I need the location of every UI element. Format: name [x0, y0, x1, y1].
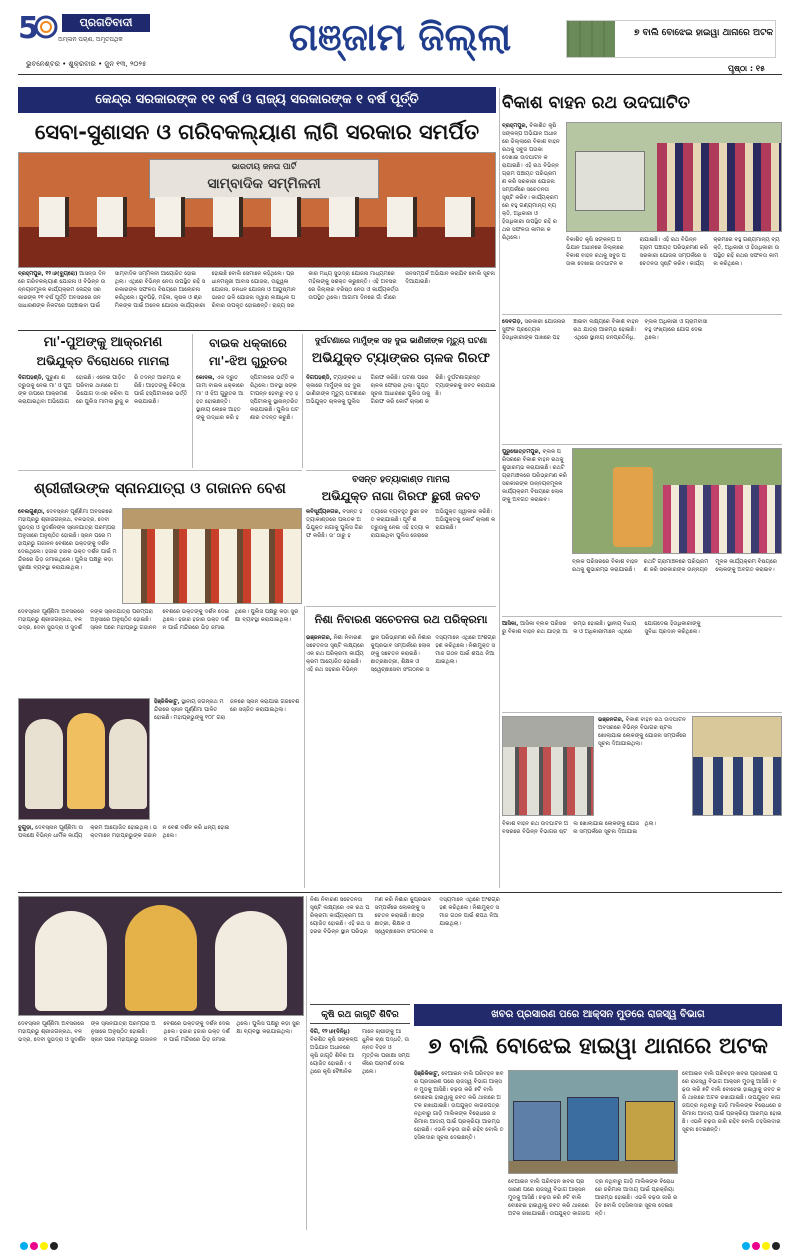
- nisha-dateline: ଭଞ୍ଜନଗର,: [306, 635, 332, 641]
- rath-rule3: [502, 616, 782, 617]
- sand-ground: [509, 1161, 678, 1174]
- snana-dateline2: ହିଞ୍ଜିଳିକାଟୁ,: [154, 699, 180, 705]
- rath-item2: [502, 318, 782, 440]
- temple-photo: [18, 896, 304, 1016]
- rath-text1: [502, 122, 560, 312]
- registration-mark-yellow: [40, 1242, 48, 1250]
- registration-mark-cyan-2: [742, 1242, 750, 1250]
- krushi-dateline: ଦିଗି, ୧୨।୬(ଦିନିଧି): [310, 1029, 350, 1035]
- assault-headline-2: ଅଭିଯୁକ୍ତ ବିରୋଧରେ ମାମଲା: [36, 354, 170, 368]
- registration-mark-black-2: [772, 1242, 780, 1250]
- assault-dateline: ଦିଗପହଣ୍ଡି,: [18, 375, 44, 381]
- rath-body: ବିକାଶିତ କୃଷି ସଙ୍କଳ୍ପ ଅଭିଯାନ ଅଧୀନରେ ଜିଲ୍ଲାରେ ବିକାଶ ବାହନ ରଥକୁ ସବୁଜ ପତାକା ଦେଖାଇ ଉଦଘାଟନ କରାଯାଇଛି। ଏହି ରଥ ବିଭିନ୍ନ ଗ୍ରାମ ପଞ୍ଚାୟତ ପରିଭ୍ରମଣ କରି ସରକାରୀ ଯୋଜନା ସମ୍ପର୍କରେ ସଚେତନତା ସୃଷ୍ଟି କରିବ। କାର୍ଯ୍ୟକ୍ରମରେ ବହୁ ଗଣ୍ୟମାନ୍ୟ ବ୍ୟକ୍ତି, ଅଧିକାରୀ ଓ ହିତାଧିକାରୀ ଉପସ୍ଥିତ ରହି ରଥର ସଫଳତା କାମନା କରିଥିଲେ।: [502, 123, 560, 241]
- rath-photo2-cart: [613, 467, 653, 547]
- masthead-dateline: ଭୁବନେଶ୍ବର • ଶୁକ୍ରବାର • ଜୁନ ୧୩, ୨୦୨୫: [26, 60, 147, 68]
- murder-headline-1: ବସନ୍ତ ହତ୍ୟାକାଣ୍ଡ ମାମଲା: [352, 475, 450, 485]
- rath-item5-body: ବିକାଶ ବାହନ ରଥ ଉଦଘାଟନ ଅବସରରେ ବିଭିନ୍ନ ବିଭାଗର ଷ୍ଟଲ ଖୋଲାଯାଇ ଲୋକଙ୍କୁ ଯୋଜନା ସମ୍ପର୍କରେ ସୂଚନା ଦିଆଯାଇଥିଲା।: [598, 717, 687, 747]
- sand-kicker-box: [414, 1004, 782, 1026]
- truck-3: [625, 1101, 675, 1161]
- truck-2: [567, 1097, 619, 1161]
- sand-photo: [508, 1070, 678, 1174]
- snana-text1: [18, 508, 118, 606]
- rath-item3: [502, 448, 568, 578]
- rath-text2: [566, 236, 782, 310]
- gajanana-text: [154, 698, 302, 820]
- murder-dateline: କବିସୂର୍ଯ୍ୟନଗର,: [306, 509, 341, 515]
- temple-text: [18, 1020, 304, 1230]
- rath-rule4: [502, 712, 782, 713]
- svg-text:5: 5: [18, 11, 39, 42]
- sand-text2: [682, 1070, 782, 1230]
- bottom-rule: [18, 892, 782, 893]
- gajanana-photo: [18, 698, 150, 820]
- lead-photo: [18, 152, 496, 268]
- bike-text: [196, 374, 300, 468]
- photo-people: [39, 197, 479, 237]
- rath-vehicle: [575, 151, 645, 211]
- brand-name: ପ୍ରଗତିବାଦୀ: [79, 16, 133, 29]
- bike-headline-2: ମା'-ଝିଅ ଗୁରୁତର: [208, 354, 288, 368]
- bike-body: ଏକ ଦ୍ରୁତଗାମୀ ବାଇକ ଧକ୍କାରେ ମା' ଓ ଝିଅ ଗୁରୁତର ଆହତ ହୋଇଛନ୍ତି। ସ୍ଥାନୀୟ ଲୋକେ ଆହତଙ୍କୁ ଉଦ୍ଧାର କରି ହସ୍ପିଟାଲରେ ଭର୍ତ୍ତି କରିଥିଲେ। ଅବସ୍ଥା ସଙ୍କଟାପନ୍ନ ହେବାରୁ ବଡ଼ ହସ୍ପିଟାଲକୁ ସ୍ଥାନାନ୍ତରିତ କରାଯାଇଛି। ପୁଲିସ ଘଟଣାର ତଦନ୍ତ କରୁଛି।: [196, 375, 299, 421]
- krushi-text: [310, 1028, 410, 1230]
- rath-item3-body-cont: ବ୍ଲକ ପରିସରରେ ବିକାଶ ବାହନ ରଥକୁ ଶୁଭାରମ୍ଭ କରାଯାଇଛି। ରଥଟି ଗ୍ରାମାଞ୍ଚଳରେ ପରିଭ୍ରମଣ କରି ସରକାରଙ୍କ ଉନ୍ନୟନମୂଳକ କାର୍ଯ୍ୟକ୍ରମ ବିଷୟରେ ଲୋକଙ୍କୁ ଅବଗତ କରାଇବ।: [572, 559, 777, 573]
- temple-deity-3: [215, 911, 287, 1011]
- nisha-vrule: [304, 606, 305, 888]
- murder-body: ବସନ୍ତ ହତ୍ୟାକାଣ୍ଡରେ ପଳାତକ ଅଭିଯୁକ୍ତ ନାଗାକୁ ପୁଲିସ ଗିରଫ କରିଛି। ତା' ଠାରୁ ହତ୍ୟାରେ ବ୍ୟବହୃତ ଛୁରୀ ଜବତ କରାଯାଇଛି। ପୂର୍ବ ଶତ୍ରୁତାକୁ ନେଇ ଏହି ହତ୍ୟା କରାଯାଇଥିବା ପୁଲିସ ଜେରାରେ ଅଭିଯୁକ୍ତ ସ୍ୱୀକାର କରିଛି। ଅଭିଯୁକ୍ତକୁ କୋର୍ଟ ଚାଲାଣ କରାଯାଇଛି।: [306, 509, 496, 539]
- snana-headline: ଶ୍ରୀଜୀଉଙ୍କ ସ୍ନାନଯାତ୍ରା ଓ ଗଜାନନ ବେଶ: [34, 479, 286, 497]
- row2-divider1: [192, 334, 193, 468]
- krushi-vrule: [306, 896, 307, 1230]
- rath-item4-dateline: ଆସିକା,: [502, 621, 519, 627]
- bike-headline-1: ବାଇକ ଧକ୍କାରେ: [209, 336, 287, 350]
- truck-dateline: ଦିଗପହଣ୍ଡି,: [306, 375, 332, 381]
- rath-crowd: [657, 143, 782, 232]
- nisha-body: ନିଶା ନିବାରଣ ସଚେତନତା ସୃଷ୍ଟି ଲକ୍ଷ୍ୟରେ ଏକ ରଥ ପରିକ୍ରମା କାର୍ଯ୍ୟକ୍ରମ ଆୟୋଜିତ ହୋଇଛି। ଏହି ରଥ ସହରର ବିଭିନ୍ନ ସ୍ଥାନ ପରିଭ୍ରମଣ କରି ନିଶାର କୁପ୍ରଭାବ ସମ୍ପର୍କରେ ଲୋକଙ୍କୁ ସଚେତନ କରାଇଛି। ଛାତ୍ରଛାତ୍ରୀ, ଶିକ୍ଷକ ଓ ସ୍ୱେଚ୍ଛାସେବୀ ସଂଗଠନର ସଦସ୍ୟମାନେ ଏଥିରେ ଅଂଶଗ୍ରହଣ କରିଥିଲେ। ନିଶାମୁକ୍ତ ସମାଜ ଗଠନ ପାଇଁ ଶପଥ ନିଆଯାଇଥିଲା।: [306, 635, 496, 673]
- rath-body-cont: ବିକାଶିତ କୃଷି ସଙ୍କଳ୍ପ ଅଭିଯାନ ଅଧୀନରେ ଜିଲ୍ଲାରେ ବିକାଶ ବାହନ ରଥକୁ ସବୁଜ ପତାକା ଦେଖାଇ ଉଦଘାଟନ କରାଯାଇଛି। ଏହି ରଥ ବିଭିନ୍ନ ଗ୍ରାମ ପଞ୍ଚାୟତ ପରିଭ୍ରମଣ କରି ସରକାରୀ ଯୋଜନା ସମ୍ପର୍କରେ ସଚେତନତା ସୃଷ୍ଟି କରିବ। କାର୍ଯ୍ୟକ୍ରମରେ ବହୁ ଗଣ୍ୟମାନ୍ୟ ବ୍ୟକ୍ତି, ଅଧିକାରୀ ଓ ହିତାଧିକାରୀ ଉପସ୍ଥିତ ରହି ରଥର ସଫଳତା କାମନା କରିଥିଲେ।: [566, 237, 780, 267]
- sand-text3: [508, 1178, 678, 1230]
- temple-deity-1: [35, 911, 107, 1011]
- anniversary-tagline: ଅମ୍ଳାନ ପଚାଶ, ଅମୃତପଥିକ: [58, 36, 123, 43]
- deity-1: [25, 719, 63, 809]
- rath-item5: [598, 716, 688, 816]
- sand-body-cont: ବେଆଇନ ବାଲି ପରିବହନ ଖବର ପ୍ରସାରଣ ପରେ ରାଜସ୍ୱ ବିଭାଗ ଆକ୍ସନ ମୁଡକୁ ଆସିଛି। ଚଢ଼ଉ କରି ୭ଟି ବାଲି ବୋଝେଇ ହାଇୱାକୁ ଜବତ କରି ଥାନାରେ ଅଟକ ରଖାଯାଇଛି। ଉପଯୁକ୍ତ କାଗଜପତ୍ର ନଥିବାରୁ ଗାଡ଼ି ମାଲିକଙ୍କ ବିରୋଧରେ ଜରିମାନା ଆଦାୟ ପାଇଁ ପ୍ରକ୍ରିୟା ଆରମ୍ଭ ହୋଇଛି। ଏଭଳି ଚଢ଼ଉ ଜାରି ରହିବ ବୋଲି ତହସିଲଦାର ସୂଚନା ଦେଇଛନ୍ତି।: [682, 1071, 782, 1133]
- sand-body-cont2: ବେଆଇନ ବାଲି ପରିବହନ ଖବର ପ୍ରସାରଣ ପରେ ରାଜସ୍ୱ ବିଭାଗ ଆକ୍ସନ ମୁଡକୁ ଆସିଛି। ଚଢ଼ଉ କରି ୭ଟି ବାଲି ବୋଝେଇ ହାଇୱାକୁ ଜବତ କରି ଥାନାରେ ଅଟକ ରଖାଯାଇଛି। ଉପଯୁକ୍ତ କାଗଜପତ୍ର ନଥିବାରୁ ଗାଡ଼ି ମାଲିକଙ୍କ ବିରୋଧରେ ଜରିମାନା ଆଦାୟ ପାଇଁ ପ୍ରକ୍ରିୟା ଆରମ୍ଭ ହୋଇଛି। ଏଭଳି ଚଢ଼ଉ ଜାରି ରହିବ ବୋଲି ତହସିଲଦାର ସୂଚନା ଦେଇଛନ୍ତି।: [508, 1179, 678, 1217]
- truck-text: [306, 374, 496, 468]
- assault-body: ପୁରୁଣା ଶତ୍ରୁତାକୁ ନେଇ ମା' ଓ ପୁଅଙ୍କ ଉପରେ ଆକ୍ରମଣ କରାଯାଇଥିବା ଅଭିଯୋଗ ହୋଇଛି। ଏନେଇ ପୀଡ଼ିତ ପରିବାର ଥାନାରେ ଅଭିଯୋଗ ଦାଏର କରିବା ପରେ ପୁଲିସ ମାମଲା ରୁଜୁ କରି ତଦନ୍ତ ଆରମ୍ଭ କରିଛି। ଆହତଙ୍କୁ ଚିକିତ୍ସା ପାଇଁ ହସ୍ପିଟାଲରେ ଭର୍ତ୍ତି କରାଯାଇଛି।: [18, 375, 188, 405]
- snana-text2: [18, 608, 302, 694]
- rath-rule1: [502, 314, 782, 315]
- rath-item3-cont: [572, 558, 782, 614]
- row2-divider2: [302, 334, 303, 468]
- masthead: [0, 0, 800, 86]
- snana-body-bottom: ଦେବସ୍ନାନ ପୂର୍ଣ୍ଣିମା ଅବସରରେ ମହାପ୍ରଭୁ ଶ୍ରୀଜଗନ୍ନାଥ, ବଳଭଦ୍ର, ଦେବୀ ସୁଭଦ୍ରା ଓ ସୁଦର୍ଶନଙ୍କ ସ୍ନାନଯାତ୍ରା ପରମ୍ପରା ଅନୁସାରେ ଅନୁଷ୍ଠିତ ହୋଇଛି। ସ୍ନାନ ପରେ ମହାପ୍ରଭୁ ଗଜାନନ ବେଶରେ ଭକ୍ତଙ୍କୁ ଦର୍ଶନ ଦେଇଥିଲେ। ହଜାର ହଜାର ଭକ୍ତ ଦର୍ଶନ ପାଇଁ ମନ୍ଦିରରେ ଭିଡ଼ ଜମାଇଥିଲେ। ପୁଲିସ ପକ୍ଷରୁ କଡ଼ା ସୁରକ୍ଷା ବ୍ୟବସ୍ଥା କରାଯାଇଥିଲା।: [18, 1021, 300, 1043]
- rath-headline: ବିକାଶ ବାହନ ରଥ ଉଦଘାଟିତ: [502, 93, 690, 113]
- registration-mark-black: [50, 1242, 58, 1250]
- rath-photo3-people: [503, 747, 594, 816]
- rath-photo3: [502, 716, 594, 816]
- sand-headline: ୭ ବାଲି ବୋଝେଇ ହାଇୱା ଥାନାରେ ଅଟକ: [428, 1034, 768, 1059]
- lead-rule: [18, 330, 496, 331]
- sand-kicker: ଖବର ପ୍ରସାରଣ ପରେ ଆକ୍ସନ ମୁଡରେ ରାଜସ୍ୱ ବିଭାଗ: [491, 1009, 705, 1020]
- assault-headline-1: ମା'-ପୁଅଙ୍କୁ ଆକ୍ରମଣ: [43, 335, 163, 350]
- nisha-text-bottom: [310, 896, 500, 1000]
- teaser-box[interactable]: [566, 20, 776, 58]
- rath-dateline: ବ୍ରହ୍ମପୁର,: [502, 123, 528, 129]
- sand-text1: [414, 1070, 504, 1230]
- nisha-body-cont: ନିଶା ନିବାରଣ ସଚେତନତା ସୃଷ୍ଟି ଲକ୍ଷ୍ୟରେ ଏକ ରଥ ପରିକ୍ରମା କାର୍ଯ୍ୟକ୍ରମ ଆୟୋଜିତ ହୋଇଛି। ଏହି ରଥ ସହରର ବିଭିନ୍ନ ସ୍ଥାନ ପରିଭ୍ରମଣ କରି ନିଶାର କୁପ୍ରଭାବ ସମ୍ପର୍କରେ ଲୋକଙ୍କୁ ସଚେତନ କରାଇଛି। ଛାତ୍ରଛାତ୍ରୀ, ଶିକ୍ଷକ ଓ ସ୍ୱେଚ୍ଛାସେବୀ ସଂଗଠନର ସଦସ୍ୟମାନେ ଏଥିରେ ଅଂଶଗ୍ରହଣ କରିଥିଲେ। ନିଶାମୁକ୍ତ ସମାଜ ଗଠନ ପାଇଁ ଶପଥ ନିଆଯାଇଥିଲା।: [310, 897, 500, 935]
- nisha-headline: ନିଶା ନିବାରଣ ସଚେତନତା ରଥ ପରିକ୍ରମା: [314, 613, 488, 626]
- truck-headline-2: ଅଭିଯୁକ୍ତ ଟ୍ୟାଙ୍କର ଚାଳକ ଗିରଫ: [311, 351, 491, 366]
- snana-body-cont: ଦେବସ୍ନାନ ପୂର୍ଣ୍ଣିମା ଅବସରରେ ମହାପ୍ରଭୁ ଶ୍ରୀଜଗନ୍ନାଥ, ବଳଭଦ୍ର, ଦେବୀ ସୁଭଦ୍ରା ଓ ସୁଦର୍ଶନଙ୍କ ସ୍ନାନଯାତ୍ରା ପରମ୍ପରା ଅନୁସାରେ ଅନୁଷ୍ଠିତ ହୋଇଛି। ସ୍ନାନ ପରେ ମହାପ୍ରଭୁ ଗଜାନନ ବେଶରେ ଭକ୍ତଙ୍କୁ ଦର୍ଶନ ଦେଇଥିଲେ। ହଜାର ହଜାର ଭକ୍ତ ଦର୍ଶନ ପାଇଁ ମନ୍ଦିରରେ ଭିଡ଼ ଜମାଇଥିଲେ। ପୁଲିସ ପକ୍ଷରୁ କଡ଼ା ସୁରକ୍ଷା ବ୍ୟବସ୍ଥା କରାଯାଇଥିଲା।: [18, 609, 299, 631]
- truck-1: [513, 1101, 561, 1161]
- lead-dateline: ବ୍ରହ୍ମପୁର, ୧୨।୬(ବ୍ୟୁରୋ): [18, 271, 78, 277]
- snana-dateline: ବେଲଗୁଣ୍ଠା,: [18, 509, 45, 515]
- photo-banner-line1: ଭାରତୀୟ ଜନତା ପାର୍ଟି: [231, 162, 297, 171]
- bike-dateline: କୋଦଳା,: [196, 375, 215, 381]
- rath-photo: [566, 122, 782, 232]
- rath-item5-cont: [502, 820, 782, 888]
- snana-photo-priests: [123, 529, 302, 604]
- murder-text: [306, 508, 496, 604]
- snana-dateline3: ବୁଗୁଡ଼ା,: [18, 825, 34, 831]
- truck-headline-1: ଦୁର୍ଘଟଣାରେ ମାମୁଁଙ୍କ ସହ ଦୁଇ ଭାଣିଜୀଙ୍କ ମୃତ୍ୟୁ ଘଟଣା: [314, 336, 488, 345]
- banner-text: କେନ୍ଦ୍ର ସରକାରଙ୍କ ୧୧ ବର୍ଷ ଓ ରାଜ୍ୟ ସରକାରଙ୍କ ୧ ବର୍ଷ ପୂର୍ତ୍ତି: [95, 92, 419, 107]
- registration-mark-magenta: [30, 1242, 38, 1250]
- krushi-body: ବିକଶିତ କୃଷି ସଙ୍କଳ୍ପ ଅଭିଯାନ ଅଧୀନରେ କୃଷି ଜାଗୃତି ଶିବିର ଆୟୋଜିତ ହୋଇଛି। ଏଥିରେ କୃଷି ବୈଜ୍ଞାନିକମାନେ ଚାଷୀଙ୍କୁ ଆଧୁନିକ ଚାଷ ପଦ୍ଧତି, ଉନ୍ନତ ବିହନ ଓ ମୃତ୍ତିକା ପରୀକ୍ଷା ସମ୍ପର୍କରେ ପରାମର୍ଶ ଦେଇଥିଲେ।: [310, 1029, 410, 1075]
- rath-photo2: [572, 448, 782, 554]
- nisha-text: [306, 634, 496, 884]
- rath-item2-body: ସରକାରୀ ଯୋଜନାର ସୁଫଳ ପ୍ରତ୍ୟେକ ହିତାଧିକାରୀଙ୍କ ପାଖରେ ପହଞ୍ଚାଇବା ଲକ୍ଷ୍ୟରେ ବିକାଶ ବାହନ ରଥ ଯାତ୍ରା ଆରମ୍ଭ ହୋଇଛି। ଏଥିରେ ସ୍ଥାନୀୟ ଜନପ୍ରତିନିଧି, ବ୍ଲକ ଅଧିକାରୀ ଓ ଗ୍ରାମବାସୀ ବହୁ ସଂଖ୍ୟାରେ ଯୋଗ ଦେଇଥିଲେ।: [502, 319, 708, 341]
- snana-body2: ସ୍ଥାନୀୟ ଜଗନ୍ନାଥ ମନ୍ଦିରରେ ସ୍ନାନ ପୂର୍ଣ୍ଣିମା ପାଳିତ ହୋଇଛି। ମହାପ୍ରଭୁଙ୍କୁ ୧୦୮ ଗରା ଜଳରେ ସ୍ନାନ କରାଯାଇ ଗଜବେଶରେ ସଜ୍ଜିତ କରାଯାଇଥିଲା।: [154, 699, 300, 721]
- teaser-photo: [567, 21, 615, 57]
- brand-name-box: [62, 14, 150, 32]
- rath-item5-dateline: ଭଞ୍ଜନଗର,: [598, 717, 624, 723]
- page-number: ପୃଷ୍ଠା : ୧୫: [728, 64, 765, 73]
- anniversary-logo: [18, 8, 58, 42]
- registration-mark-cyan: [20, 1242, 28, 1250]
- rath-rule2: [502, 444, 782, 445]
- lead-photo-banner: [149, 159, 379, 199]
- registration-mark-magenta-2: [752, 1242, 760, 1250]
- rath-photo2-crowd: [663, 485, 781, 554]
- col-divider-right: [499, 88, 500, 888]
- section-title: ଗଞ୍ଜାମ ଜିଲ୍ଲା: [288, 15, 512, 59]
- rath-photo4-people: [693, 757, 782, 816]
- snana-body3: ଦେବସ୍ନାନ ପୂର୍ଣ୍ଣିମା ଉପଲକ୍ଷେ ବିଭିନ୍ନ ଧାର୍ମିକ କାର୍ଯ୍ୟକ୍ରମ ଆୟୋଜିତ ହୋଇଥିଲା। ଭକ୍ତମାନେ ମହାପ୍ରଭୁଙ୍କ ଗଜାନନ ବେଶ ଦର୍ଶନ କରି ଧନ୍ୟ ହୋଇଥିଲେ।: [18, 825, 230, 839]
- rath-item3-dateline: ପୁରୁଷୋତ୍ତମପୁର,: [502, 449, 541, 455]
- assault-text: [18, 374, 188, 468]
- rath-item3-body: ବ୍ଲକ ପରିସରରେ ବିକାଶ ବାହନ ରଥକୁ ଶୁଭାରମ୍ଭ କରାଯାଇଛି। ରଥଟି ଗ୍ରାମାଞ୍ଚଳରେ ପରିଭ୍ରମଣ କରି ସରକାରଙ୍କ ଉନ୍ନୟନମୂଳକ କାର୍ଯ୍ୟକ୍ରମ ବିଷୟରେ ଲୋକଙ୍କୁ ଅବଗତ କରାଇବ।: [502, 449, 567, 503]
- temple-deity-2: [125, 905, 197, 1011]
- rath-photo4: [692, 716, 782, 816]
- murder-headline-2: ଅଭିଯୁକ୍ତ ନାଗା ଗିରଫ ଛୁରୀ ଜବତ: [321, 489, 481, 503]
- snana-body: ଦେବସ୍ନାନ ପୂର୍ଣ୍ଣିମା ଅବସରରେ ମହାପ୍ରଭୁ ଶ୍ରୀଜଗନ୍ନାଥ, ବଳଭଦ୍ର, ଦେବୀ ସୁଭଦ୍ରା ଓ ସୁଦର୍ଶନଙ୍କ ସ୍ନାନଯାତ୍ରା ପରମ୍ପରା ଅନୁସାରେ ଅନୁଷ୍ଠିତ ହୋଇଛି। ସ୍ନାନ ପରେ ମହାପ୍ରଭୁ ଗଜାନନ ବେଶରେ ଭକ୍ତଙ୍କୁ ଦର୍ଶନ ଦେଇଥିଲେ। ହଜାର ହଜାର ଭକ୍ତ ଦର୍ଶନ ପାଇଁ ମନ୍ଦିରରେ ଭିଡ଼ ଜମାଇଥିଲେ। ପୁଲିସ ପକ୍ଷରୁ କଡ଼ା ସୁରକ୍ଷା ବ୍ୟବସ୍ଥା କରାଯାଇଥିଲା।: [18, 509, 117, 571]
- deity-3: [109, 719, 147, 809]
- snana-photo: [122, 508, 302, 604]
- truck-body: ଟ୍ୟାଙ୍କର ଧକ୍କାରେ ମାମୁଁଙ୍କ ସହ ଦୁଇ ଭାଣିଜୀଙ୍କ ମୃତ୍ୟୁ ଘଟଣାରେ ଅଭିଯୁକ୍ତ ଚାଳକକୁ ପୁଲିସ ଗିରଫ କରିଛି। ଘଟଣା ପରେ ଚାଳକ ଫେରାର ଥିଲା। ଗୁପ୍ତ ସୂଚନା ଆଧାରରେ ପୁଲିସ ତାକୁ ଗିରଫ କରି କୋର୍ଟ ଚାଲାଣ କରିଛି। ଦୁର୍ଘଟଣାଗ୍ରସ୍ତ ଟ୍ୟାଙ୍କରକୁ ଜବତ କରାଯାଇଛି।: [306, 375, 496, 405]
- rath-item4: [502, 620, 782, 710]
- rath-item2-dateline: ଦେବଗଡ଼,: [502, 319, 523, 325]
- deity-2: [67, 713, 105, 809]
- sand-dateline: ହିଞ୍ଜିଳିକାଟୁ,: [414, 1071, 440, 1077]
- banner-strip: [18, 87, 496, 113]
- rath-item4-body: ଆସିକା ବ୍ଲକ ପରିସରରୁ ବିକାଶ ବାହନ ରଥ ଯାତ୍ରା ଆରମ୍ଭ ହୋଇଛି। ସ୍ଥାନୀୟ ବିଧାୟକ ଓ ଅଧିକାରୀମାନେ ଏଥିରେ ଯୋଗଦେଇ ହିତାଧିକାରୀଙ୍କୁ ସୁବିଧା ପ୍ରଦାନ କରିଥିଲେ।: [502, 621, 701, 635]
- murder-rule: [306, 470, 496, 471]
- lead-body-wrap: [18, 270, 496, 328]
- krushi-headline: କୃଷି ରଥ ଜାଗୃତି ଶିବିର: [321, 1010, 399, 1020]
- lead-headline: ସେବା-ସୁଶାସନ ଓ ଗରିବକଲ୍ୟାଣ ଲାଗି ସରକାର ସମର୍ପିତ: [34, 120, 480, 144]
- lead-body: ଆସନ୍ତା ଦିନରେ ଗରିବକଲ୍ୟାଣ ଯୋଜନା ଓ ବିଭିନ୍ନ ଉନ୍ନୟନମୂଳକ କାର୍ଯ୍ୟକ୍ରମ କେନ୍ଦ୍ର ସରକାରଙ୍କ ୧୧ ବର୍ଷ ପୂର୍ତ୍ତି ଅବସରରେ ଜନସାଧାରଣଙ୍କ ନିକଟରେ ପହଞ୍ଚାଇବା ପାଇଁ ସାମ୍ବାଦିକ ସମ୍ମିଳନୀ ଆୟୋଜିତ ହୋଇଥିଲା। ଏଥିରେ ବିଭିନ୍ନ ନେତା ଉପସ୍ଥିତ ରହି ସରକାରଙ୍କ ସଫଳତା ବିଷୟରେ ଆଲୋଚନା କରିଥିଲେ। ଯୁବପିଢ଼ି, ମହିଳା, କୃଷକ ଓ ଶ୍ରମିକଙ୍କ ପାଇଁ ଅନେକ ଯୋଜନା କାର୍ଯ୍ୟକାରୀ ହୋଇଛି ବୋଲି ସେମାନେ କହିଥିଲେ। ପ୍ରଧାନମନ୍ତ୍ରୀ ଆବାସ ଯୋଜନା, ଉଜ୍ଜ୍ୱଳା ଯୋଜନା, ଜନଧନ ଯୋଜନା ଓ ଆୟୁଷ୍ମାନ ଭାରତ ଭଳି ଯୋଜନା ଦ୍ୱାରା ଲକ୍ଷାଧିକ ପରିବାର ଉପକୃତ ହୋଇଛନ୍ତି। ରାଜ୍ୟ ସରକାର ମଧ୍ୟ ସୁଭଦ୍ରା ଯୋଜନା ମାଧ୍ୟମରେ ମହିଳାଙ୍କୁ ସଶକ୍ତ କରୁଛନ୍ତି। ଏହି ଅବସରରେ ଜିଲ୍ଲାର ବରିଷ୍ଠ ନେତା ଓ କାର୍ଯ୍ୟକର୍ତ୍ତା ଉପସ୍ଥିତ ଥିଲେ। ଆଗାମୀ ଦିନରେ ଗାଁ ଗାଁରେ ଜନସମ୍ପର୍କ ଅଭିଯାନ କରାଯିବ ବୋଲି ସୂଚନା ଦିଆଯାଇଛି।: [18, 271, 495, 309]
- krushi-headline-box: [310, 1004, 410, 1024]
- teaser-text: ୭ ବାଲି ବୋଝେଇ ହାଇୱା ଥାନାରେ ଅଟକ: [634, 28, 773, 38]
- masthead-rule: [18, 74, 782, 75]
- rath-item5-body-cont: ବିକାଶ ବାହନ ରଥ ଉଦଘାଟନ ଅବସରରେ ବିଭିନ୍ନ ବିଭାଗର ଷ୍ଟଲ ଖୋଲାଯାଇ ଲୋକଙ୍କୁ ଯୋଜନା ସମ୍ପର୍କରେ ସୂଚନା ଦିଆଯାଇଥିଲା।: [502, 821, 656, 835]
- sand-body: ବେଆଇନ ବାଲି ପରିବହନ ଖବର ପ୍ରସାରଣ ପରେ ରାଜସ୍ୱ ବିଭାଗ ଆକ୍ସନ ମୁଡକୁ ଆସିଛି। ଚଢ଼ଉ କରି ୭ଟି ବାଲି ବୋଝେଇ ହାଇୱାକୁ ଜବତ କରି ଥାନାରେ ଅଟକ ରଖାଯାଇଛି। ଉପଯୁକ୍ତ କାଗଜପତ୍ର ନଥିବାରୁ ଗାଡ଼ି ମାଲିକଙ୍କ ବିରୋଧରେ ଜରିମାନା ଆଦାୟ ପାଇଁ ପ୍ରକ୍ରିୟା ଆରମ୍ଭ ହୋଇଛି। ଏଭଳି ଚଢ଼ଉ ଜାରି ରହିବ ବୋଲି ତହସିଲଦାର ସୂଚନା ଦେଇଛନ୍ତି।: [414, 1071, 504, 1141]
- photo-banner-line2: ସାମ୍ବାଦିକ ସମ୍ମିଳନୀ: [207, 176, 321, 192]
- registration-mark-yellow-2: [762, 1242, 770, 1250]
- gajanana-text2: [18, 824, 302, 888]
